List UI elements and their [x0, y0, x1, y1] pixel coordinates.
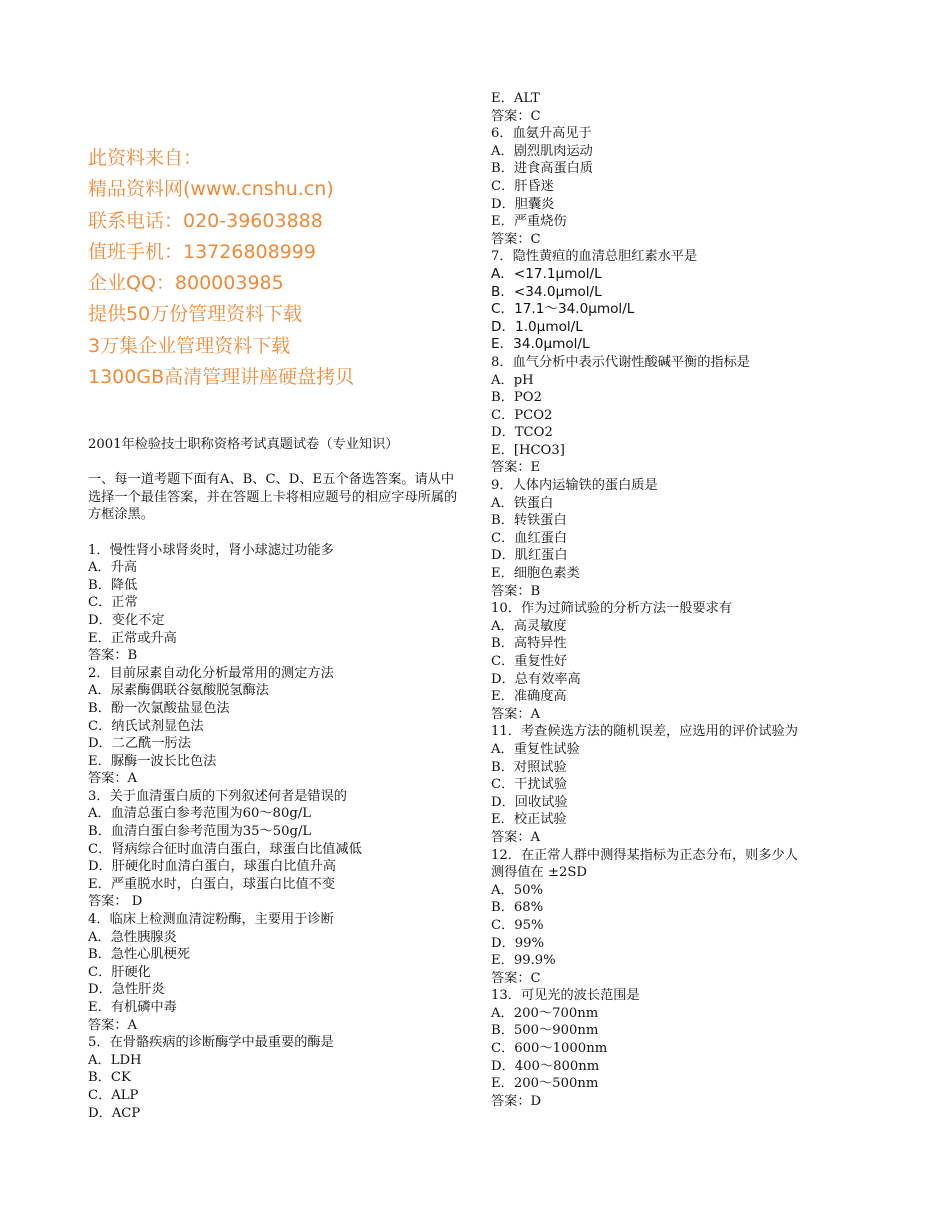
question-line: E．正常或升高 — [88, 630, 177, 646]
question-line: 7．隐性黄疸的血清总胆红素水平是 — [491, 249, 698, 265]
question-line: A．急性胰腺炎 — [88, 929, 177, 945]
question-line: B．酚一次氯酸盐显色法 — [88, 700, 230, 716]
question-line: B．进食高蛋白质 — [491, 161, 594, 177]
question-line: D．肌红蛋白 — [491, 548, 568, 564]
question-line: C．600～1000nm — [491, 1041, 608, 1057]
question-line: C．正常 — [88, 595, 138, 611]
question-line: 答案：C — [491, 108, 541, 124]
question-line: 答案： D — [88, 894, 143, 910]
question-line: A．尿素酶偶联谷氨酸脱氢酶法 — [88, 683, 269, 699]
question-line: 答案：B — [491, 583, 541, 599]
question-line: 答案：A — [491, 829, 541, 845]
question-line: A．pH — [491, 372, 534, 388]
question-line: 12．在正常人群中测得某指标为正态分布，则多少人 — [491, 847, 798, 863]
question-line: 答案：C — [491, 970, 541, 986]
left-question-list — [88, 542, 463, 1123]
question-line: D．总有效率高 — [491, 671, 581, 687]
question-line: 11．考查候选方法的随机误差，应选用的评价试验为 — [491, 724, 798, 740]
question-line: 10．作为过筛试验的分析方法一般要求有 — [491, 601, 732, 617]
question-line: E．严重脱水时，白蛋白，球蛋白比值不变 — [88, 876, 335, 892]
question-line: D．TCO2 — [491, 425, 553, 441]
left-column — [88, 436, 463, 1122]
question-line: 4．临床上检测血清淀粉酶，主要用于诊断 — [88, 912, 334, 928]
question-line: D．二乙酰一肟法 — [88, 736, 191, 752]
promo-line: 1300GB高清管理讲座硬盘拷贝 — [88, 366, 355, 389]
question-line: 答案：A — [88, 771, 138, 787]
question-line: 答案：B — [88, 648, 138, 664]
question-line: D．急性肝炎 — [88, 982, 165, 998]
question-line: E．200～500nm — [491, 1076, 599, 1092]
question-line: B．CK — [88, 1070, 131, 1086]
question-line: E．细胞色素类 — [491, 566, 580, 582]
question-line: B．68% — [491, 900, 544, 916]
question-line: 5．在骨骼疾病的诊断酶学中最重要的酶是 — [88, 1035, 334, 1051]
question-line: E．有机磷中毒 — [88, 1000, 177, 1015]
question-line: A．200～700nm — [491, 1005, 599, 1021]
question-line: 8．血气分析中表示代谢性酸碱平衡的指标是 — [491, 354, 750, 370]
question-line: 答案：C — [491, 231, 541, 247]
document-title: 2001年检验技士职称资格考试真题试卷（专业知识） — [88, 437, 399, 452]
promo-line: 联系电话：020-39603888 — [88, 209, 323, 232]
question-line: B．降低 — [88, 577, 138, 593]
question-line: A．<17.1μmol/L — [491, 265, 602, 282]
question-line: A．剧烈肌肉运动 — [491, 143, 593, 159]
question-line: 3．关于血清蛋白质的下列叙述何者是错误的 — [88, 788, 347, 804]
question-line: A．血清总蛋白参考范围为60～80g/L — [88, 806, 311, 822]
question-line: C．纳氏试剂显色法 — [88, 718, 204, 734]
promo-line: 提供50万份管理资料下载 — [88, 303, 303, 326]
right-question-list — [491, 90, 901, 1110]
question-line: 6．血氨升高见于 — [491, 126, 592, 142]
question-line: 9．人体内运输铁的蛋白质是 — [491, 478, 658, 494]
question-line: E．34.0μmol/L — [491, 336, 590, 353]
question-line: A．升高 — [88, 560, 138, 576]
promo-line: 企业QQ：800003985 — [88, 272, 284, 295]
question-line: A．高灵敏度 — [491, 618, 567, 634]
question-line: C．干扰试验 — [491, 777, 568, 793]
question-line: B．PO2 — [491, 390, 542, 406]
question-line: E．[HCO3] — [491, 442, 565, 458]
question-line: C．PCO2 — [491, 407, 553, 423]
question-line: 答案：A — [491, 706, 541, 722]
question-line: 13．可见光的波长范围是 — [491, 988, 640, 1004]
promo-line: 值班手机：13726808999 — [88, 240, 316, 263]
question-line: B．500～900nm — [491, 1023, 599, 1039]
question-line: D．胆囊炎 — [491, 196, 555, 212]
question-line: B．对照试验 — [491, 759, 567, 775]
question-line: 答案：A — [88, 1017, 138, 1033]
question-line: E．准确度高 — [491, 689, 567, 705]
question-line: D．ACP — [88, 1105, 141, 1121]
question-line: C．重复性好 — [491, 654, 568, 669]
question-line: D．回收试验 — [491, 794, 568, 810]
question-line: B．<34.0μmol/L — [491, 283, 602, 300]
question-line: D．1.0μmol/L — [491, 318, 583, 335]
question-line: E．脲酶一波长比色法 — [88, 753, 217, 769]
promo-line: 此资料来自： — [88, 147, 203, 169]
question-line: E．校正试验 — [491, 812, 567, 828]
question-line: D．99% — [491, 935, 545, 951]
question-line: A．50% — [491, 882, 544, 898]
question-line: C．ALP — [88, 1087, 139, 1103]
question-line: D．变化不定 — [88, 612, 165, 628]
question-line: 测得值在 ±2SD — [491, 865, 587, 881]
question-line: C．肝昏迷 — [491, 178, 554, 194]
question-line: D．肝硬化时血清白蛋白，球蛋白比值升高 — [88, 859, 336, 875]
question-line: B．血清白蛋白参考范围为35～50g/L — [88, 824, 312, 840]
question-line: C．血红蛋白 — [491, 530, 568, 546]
question-line: E．ALT — [491, 91, 540, 106]
question-line: 答案：D — [491, 1093, 542, 1109]
question-line: E．严重烧伤 — [491, 214, 567, 230]
promo-line: 精品资料网(www.cnshu.cn) — [88, 178, 334, 201]
right-column — [491, 90, 901, 1110]
question-line: B．高特异性 — [491, 636, 567, 652]
question-line: C．95% — [491, 917, 544, 933]
question-line: D．400～800nm — [491, 1058, 600, 1074]
promo-line: 3万集企业管理资料下载 — [88, 334, 291, 357]
question-line: A．铁蛋白 — [491, 495, 554, 511]
question-line: 1．慢性肾小球肾炎时，肾小球滤过功能多 — [88, 542, 334, 558]
question-line: 答案：E — [491, 460, 541, 476]
question-line: A．重复性试验 — [491, 741, 580, 757]
question-line: B．急性心肌梗死 — [88, 947, 191, 963]
question-line: 2．目前尿素自动化分析最常用的测定方法 — [88, 665, 334, 681]
promo-block — [88, 143, 468, 393]
question-line: C．肾病综合征时血清白蛋白，球蛋白比值减低 — [88, 841, 362, 857]
question-line: C．肝硬化 — [88, 964, 151, 980]
question-line: A．LDH — [88, 1052, 142, 1068]
instructions: 一、每一道考题下面有A、B、C、D、E五个备选答案。请从中选择一个最佳答案，并在答题上卡将相应题号的相应字母所属的方框涂黑。 — [88, 472, 458, 523]
question-line: E．99.9% — [491, 953, 556, 969]
question-line: B．转铁蛋白 — [491, 513, 567, 529]
question-line: C．17.1～34.0μmol/L — [491, 301, 635, 318]
